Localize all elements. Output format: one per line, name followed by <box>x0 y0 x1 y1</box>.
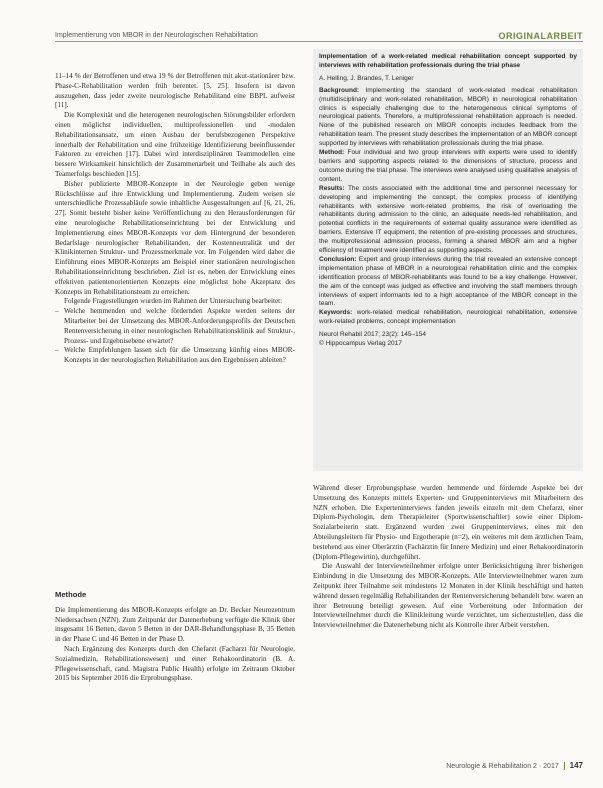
abstract-keywords <box>319 309 577 327</box>
page-footer <box>446 761 583 770</box>
list-item: – Welche hemmenden und welche fördernden Aspekte werden seitens der Mitarbeiter bei der Umsetzung des MBOR-Anforderungsprofils der Deutschen Rentenversicherung in einer neurologischen Rehabilitationsklinik auf Struktur-, Prozess- und Ergebnisebene erwartet? <box>55 307 295 346</box>
footer-divider <box>564 762 565 770</box>
abstract-background <box>319 87 577 149</box>
section-label: Keywords: <box>319 309 353 317</box>
citation-reference: Neurol Rehabil 2017; 23(2): 145–154 <box>319 331 426 339</box>
section-label: Conclusion: <box>319 255 357 263</box>
paragraph: Die Implementierung des MBOR-Konzepts erfolgte an Dr. Becker Neurozentrum Niedersachsen (NZN). Zum Zeitpunkt der Datenerhebung verfügte die Klinik über insgesamt 16 Betten, davon 5 Betten in der DAR-Behandlungsphase B, 35 Betten in der Phase C und 46 Betten in der Phase D. <box>55 605 295 644</box>
page-number: 147 <box>569 760 583 770</box>
citation-copyright: © Hippocampus Verlag 2017 <box>319 340 402 348</box>
paragraph: Folgende Fragestellungen wurden im Rahmen der Untersuchung bearbeitet: <box>64 297 283 306</box>
section-text: work-related medical rehabilitation, neurological rehabilitation, extensive work-related problems, concept implementation <box>319 309 577 326</box>
section-text: Four individual and two group interviews with experts were used to identify barriers and supporting aspects related to the dimensions of structure, process and outcome during the trial phase. The interviews were analysed using qualitative analysis of content. <box>319 149 577 183</box>
paragraph: Nach Ergänzung des Konzepts durch den Chefarzt (Facharzt für Neurologie, Sozialmedizin, Rehabilitationswesen) und einer Rehakoordinatorin (B. A. Pflegewissenschaft, cand. Magistra Public Health) erfolgte im Zeitraum Oktober 2015 bis September 2016 die Erprobungsphase. <box>55 644 295 683</box>
left-column-top <box>55 72 295 366</box>
header-rule <box>55 41 583 42</box>
abstract-method <box>319 149 577 185</box>
list-item: – Welche Empfehlungen lassen sich für die Umsetzung künftig eines MBOR-Konzepts in der neurologischen Rehabilitation aus den Ergebnissen ableiten? <box>55 346 295 366</box>
section-label: Results: <box>319 184 345 192</box>
running-head: Implementierung von MBOR in der Neurologischen Rehabilitation <box>55 32 258 39</box>
paragraph: Während dieser Erprobungsphase wurden hemmende und fördernde Aspekte bei der Umsetzung des Konzepts mittels Experten- und Gruppeninterviews mit Mitarbeitern des NZN erhoben. Die Experteninterviews fanden jeweils einzeln mit dem Chefarzt, einer Diplom-Psychologin, dem Therapieleiter (Sportwissenschaftler) sowie einer Diplom-Sozialarbeiterin statt. Ergänzend wurden zwei Gruppeninterviews, eines mit den Abteilungsleitern für Physio- und Ergotherapie (n=2), ein weiteres mit dem ärztlichen Team, bestehend aus einer Oberärztin (Fachärztin für Innere Medizin) und einer Rehakoordinatorin (Diplom-Pflegewirtin), durchgeführt. <box>313 484 583 561</box>
journal-name: Neurologie & Rehabilitation <box>446 762 532 770</box>
left-column-bottom <box>55 590 295 684</box>
research-questions <box>55 307 295 366</box>
abstract-conclusion <box>319 256 577 309</box>
methods-heading: Methode <box>55 590 87 599</box>
abstract-title: Implementation of a work-related medical rehabilitation concept supported by interviews with rehabilitation professionals during the trial phase <box>319 53 577 69</box>
section-label: ORIGINALARBEIT <box>498 31 583 41</box>
page-header <box>0 0 603 40</box>
abstract-results <box>319 185 577 256</box>
section-text: Implementing the standard of work-related medical rehabilitation (multidisciplinary and work-related rehabilitation, MBOR) in neurological rehabilitation clinics is especially challenging due to the heterogeneous clinical symptoms of neurological patients. Therefore, a multiprofessional rehabilitation approach is needed. None of the published research on MBOR concepts includes feedback from the rehabilitation team. The present study describes the implementation of an MBOR concept supported by interviews with rehabilitation professionals during the trial phase. <box>319 86 577 148</box>
abstract-authors: A. Helling, J. Brandes, T. Leniger <box>319 74 414 82</box>
section-text: The costs associated with the additional time and personnel necessary for developing and implementing the concept, the complex process of identifying rehabilitants with extensive work-related problems, the risk of overloading the rehabilitants during admission to the clinic, an adequate needs-led rehabilitation, and potential conflicts in the requirements of external quality assurance were identified as barriers. Extensive IT equipment, the retention of pre-existing processes and structures, the multiprofessional admission process, forming a shared MBOR aim and a higher efficiency of treatment were identified as supporting aspects. <box>319 184 577 255</box>
section-label: Background: <box>319 86 360 94</box>
section-text: Expert and group interviews during the trial revealed an extensive concept implementation phase of MBOR in a neurological rehabilitation clinic and the complex identification process of MBOR-rehabilitants was found to be a key challenge. However, the aim of the concept was judged as effective and involving the staff members through interviews of expert informants led to a high acceptance of the MBOR concept in the team. <box>319 255 577 308</box>
section-label: Method: <box>319 149 345 157</box>
english-abstract-box <box>313 49 583 471</box>
citation <box>319 331 577 349</box>
journal-issue: 2 · 2017 <box>533 762 559 770</box>
paragraph: Die Auswahl der Interviewteilnehmer erfolgte unter Berücksichtigung ihrer bisherigen Einbindung in die Umsetzung des MBOR-Konzepts. Alle Interviewteilnehmer waren zum Zeitpunkt ihrer Teilnahme seit mindestens 12 Monaten in der Klinik beschäftigt und hatten während dessen regelmäßig Rehabilitanden der Rentenversicherung behandelt bzw. waren an ihrer Betreuung beteiligt gewesen. Auf eine Vorbereitung oder Information der Interviewteilnehmer durch die Klinikleitung wurde verzichtet, um sicherzustellen, dass die Interviewteilnehmer die Datenerhebung nicht als Kontrolle ihrer Arbeit verstehen. <box>313 562 583 630</box>
paragraph: Die Komplexität und die heterogenen neurologischen Störungsbilder erfordern einen möglichst individuellen, multiprofessionellen und -modalen Rehabilitationsansatz, um einen Ausbau der berufsbezogenen Perspektive innerhalb der Rehabilitation und eine frühzeitige Identifizierung beeinflussender Faktoren zu erreichen [17]. Dabei wird interdisziplinären Teammodellen eine bessere Wirksamkeit hinsichtlich der Zusammenarbeit und Teilhabe als auch des Teamerfolgs beschieden [15]. <box>55 111 295 178</box>
right-column-bottom <box>313 484 583 631</box>
paragraph: 11–14 % der Betroffenen und etwa 19 % der Betroffenen mit akut-stationärer bzw. Phase-C-Rehabilitation werden früh berentet. [5, 25]. Insofern ist davon auszugehen, dass jeder zweite neurologische Rehabilitand eine BBPL aufweist [11]. <box>55 72 295 110</box>
paragraph: Bisher publizierte MBOR-Konzepte in der Neurologie geben wenige Rückschlüsse auf ihre Entwicklung und Implementierung. Zudem weisen sie unterschiedliche Prozessabläufe sowie inhaltliche Ausgestaltungen auf [6, 21, 26, 27]. Somit besteht bisher keine Veröffentlichung zu den Herausforderungen für eine neurologische Rehabilitationseinrichtung bei der Entwicklung und Implementierung eines MBOR-Konzepts vor dem Hintergrund der besonderen Bedarfslage neurologischer Rehabilitanden, der Kostenneutralität und der Klinikinternen Struktur- und Prozessmerkmale vor. Im Folgenden wird daher die Einführung eines MBOR-Konzepts am Beispiel einer stationären neurologischen Rehabilitationseinrichtung beschrieben. Ziel ist es, neben der Entwicklung eines effektiven patientenorientierten Konzepts eine möglichst hohe Akzeptanz des Konzepts im Rehabilitationsteam zu erreichen. <box>55 179 295 296</box>
